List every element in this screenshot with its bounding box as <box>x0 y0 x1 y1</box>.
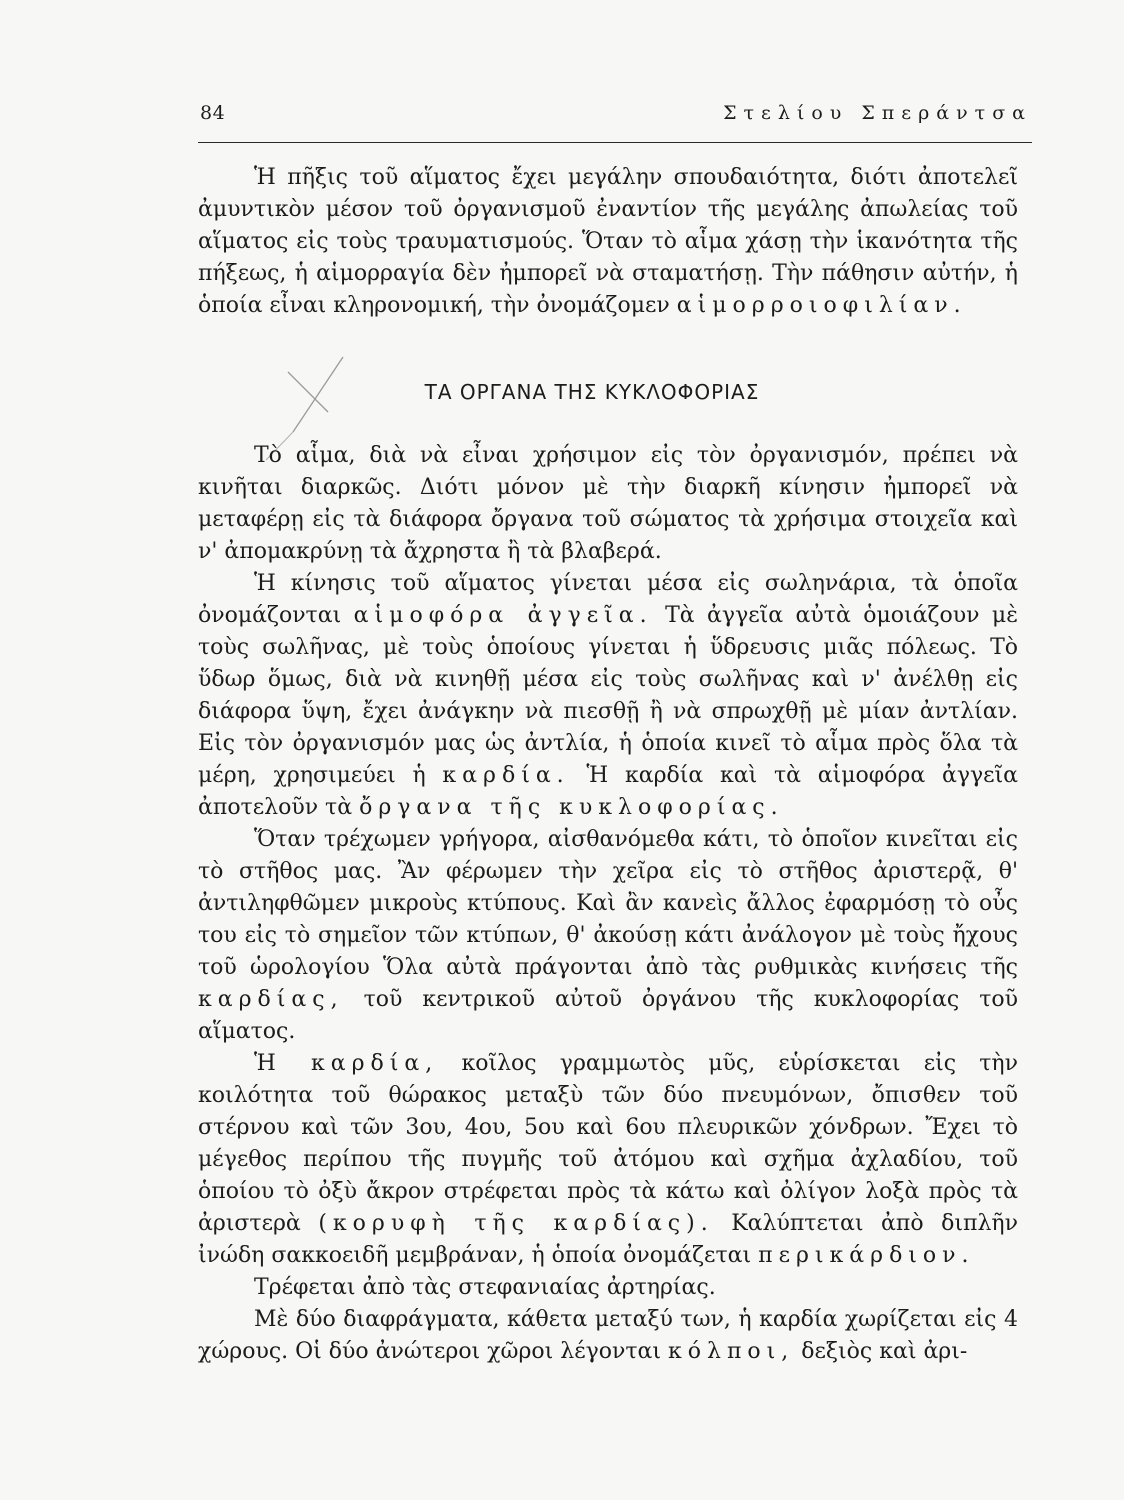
term-haemophilia: αἱμορροιοφιλίαν. <box>676 293 967 318</box>
paragraph-coagulation <box>198 162 1018 322</box>
term-heart-genitive: καρδίας, <box>198 987 344 1012</box>
paragraph-6 <box>198 1304 1018 1368</box>
header-rule <box>198 142 1032 143</box>
paragraph-2 <box>198 568 1018 824</box>
running-head: Στελίου Σπεράντσα <box>723 102 1032 124</box>
paragraph-1: Τὸ αἷμα, διὰ νὰ εἶναι χρήσιμον εἰς τὸν ὀργανισμόν, πρέπει νὰ κινῆται διαρκῶς. Διότι μόνον μὲ τὴν διαρκῆ κίνησιν ἠμπορεῖ νὰ μεταφέρῃ εἰς τὰ διάφορα ὄργανα τοῦ σώματος τὰ χρήσιμα στοιχεῖα καὶ ν' ἀπομακρύνῃ τὰ ἄχρηστα ἢ τὰ βλαβερά. <box>198 443 1018 564</box>
p2-text-c: Ἡ καρδία καὶ τὰ αἱμοφόρα ἀγγεῖα ἀποτελοῦν τὰ <box>198 763 1018 820</box>
coagulation-text: Ἡ πῆξις τοῦ αἵματος ἔχει μεγάλην σπουδαιότητα, διότι ἀποτελεῖ ἀμυντικὸν μέσον τοῦ ὀργανισμοῦ ἐναντίον τῆς μεγάλης ἀπωλείας τοῦ αἵματος εἰς τοὺς τραυματισμούς. Ὅταν τὸ αἷμα χάσῃ τὴν ἱκανότητα τῆς πήξεως, ἡ αἱμορραγία δὲν ἠμπορεῖ νὰ σταματήσῃ. Τὴν πάθησιν αὐτήν, ἡ ὁποία εἶναι κληρονομική, τὴν ὀνομάζομεν <box>198 165 1018 318</box>
p3-text-b: τοῦ κεντρικοῦ αὐτοῦ ὀργάνου τῆς κυκλοφορίας τοῦ αἵματος. <box>198 987 1018 1044</box>
p4-text-b: Καλύπτεται ἀπὸ διπλῆν ἰνώδη σακκοειδῆ μεμβράναν, ἡ ὁποία ὀνομάζεται <box>198 1211 1018 1268</box>
paragraph-5: Τρέφεται ἀπὸ τὰς στεφανιαίας ἀρτηρίας. <box>254 1275 716 1300</box>
term-atria: κόλποι, <box>668 1339 795 1364</box>
p6-text-b: δεξιὸς καὶ ἀρι- <box>794 1339 968 1364</box>
term-heart-subject: Ἡ καρδία, <box>254 1051 439 1076</box>
paragraph-3 <box>198 824 1018 1048</box>
page-number: 84 <box>200 102 226 124</box>
term-pericardium: περικάρδιον. <box>758 1243 975 1268</box>
term-heart: καρδία. <box>442 763 570 788</box>
p6-text-a: Μὲ δύο διαφράγματα, κάθετα μεταξύ των, ἡ καρδία χωρίζεται εἰς 4 χώρους. Οἱ δύο ἀνώτεροι χῶροι λέγονται <box>198 1307 1018 1364</box>
p3-text-a: Ὅταν τρέχωμεν γρήγορα, αἰσθανόμεθα κάτι, τὸ ὁποῖον κινεῖται εἰς τὸ στῆθος μας. Ἂν φέρωμεν τὴν χεῖρα εἰς τὸ στῆθος ἀριστερᾷ, θ' ἀντιληφθῶμεν μικροὺς κτύπους. Καὶ ἂν κανεὶς ἄλλος ἐφαρμόσῃ τὸ οὖς του εἰς τὸ σημεῖον τῶν κτύπων, θ' ἀκούσῃ κάτι ἀνάλογον μὲ τοὺς ἤχους τοῦ ὡρολογίου Ὅλα αὐτὰ πράγονται ἀπὸ τὰς ρυθμικὰς κινήσεις τῆς <box>198 827 1018 980</box>
section-heading: ΤΑ ΟΡΓΑΝΑ ΤΗΣ ΚΥΚΛΟΦΟΡΙΑΣ <box>424 380 760 404</box>
term-apex: (κορυφὴ τῆς καρδίας). <box>318 1211 714 1236</box>
main-text <box>198 440 1018 1368</box>
p2-text-a: Ἡ κίνησις τοῦ αἵματος γίνεται μέσα εἰς σωληνάρια, τὰ ὁποῖα ὀνομάζονται <box>198 571 1018 628</box>
p4-text-a: κοῖλος γραμμωτὸς μῦς, εὑρίσκεται εἰς τὴν κοιλότητα τοῦ θώρακος μεταξὺ τῶν δύο πνευμόνων, ὄπισθεν τοῦ στέρνου καὶ τῶν 3ου, 4ου, 5ου καὶ 6ου πλευρικῶν χόνδρων. Ἔχει τὸ μέγεθος περίπου τῆς πυγμῆς τοῦ ἀτόμου καὶ σχῆμα ἀχλαδίου, τοῦ ὁποίου τὸ ὀξὺ ἄκρον στρέφεται πρὸς τὰ κάτω καὶ ὀλίγον λοξὰ πρὸς τὰ ἀριστερὰ <box>198 1051 1018 1236</box>
paragraph-4 <box>198 1048 1018 1272</box>
term-circulation-organs: ὄργανα τῆς κυκλοφορίας. <box>359 795 784 820</box>
term-blood-vessels: αἱμοφόρα ἀγγεῖα. <box>353 603 653 628</box>
p2-text-b: Τὰ ἀγγεῖα αὐτὰ ὁμοιάζουν μὲ τοὺς σωλῆνας, μὲ τοὺς ὁποίους γίνεται ἡ ὕδρευσις μιᾶς πόλεως. Τὸ ὕδωρ ὅμως, διὰ νὰ κινηθῇ μέσα εἰς τοὺς σωλῆνας καὶ ν' ἀνέλθῃ εἰς διάφορα ὕψη, ἔχει ἀνάγκην νὰ πιεσθῇ ἢ νὰ σπρωχθῇ μὲ μίαν ἀντλίαν. Εἰς τὸν ὀργανισμόν μας ὡς ἀντλία, ἡ ὁποία κινεῖ τὸ αἷμα πρὸς ὅλα τὰ μέρη, χρησιμεύει ἡ <box>198 603 1019 788</box>
